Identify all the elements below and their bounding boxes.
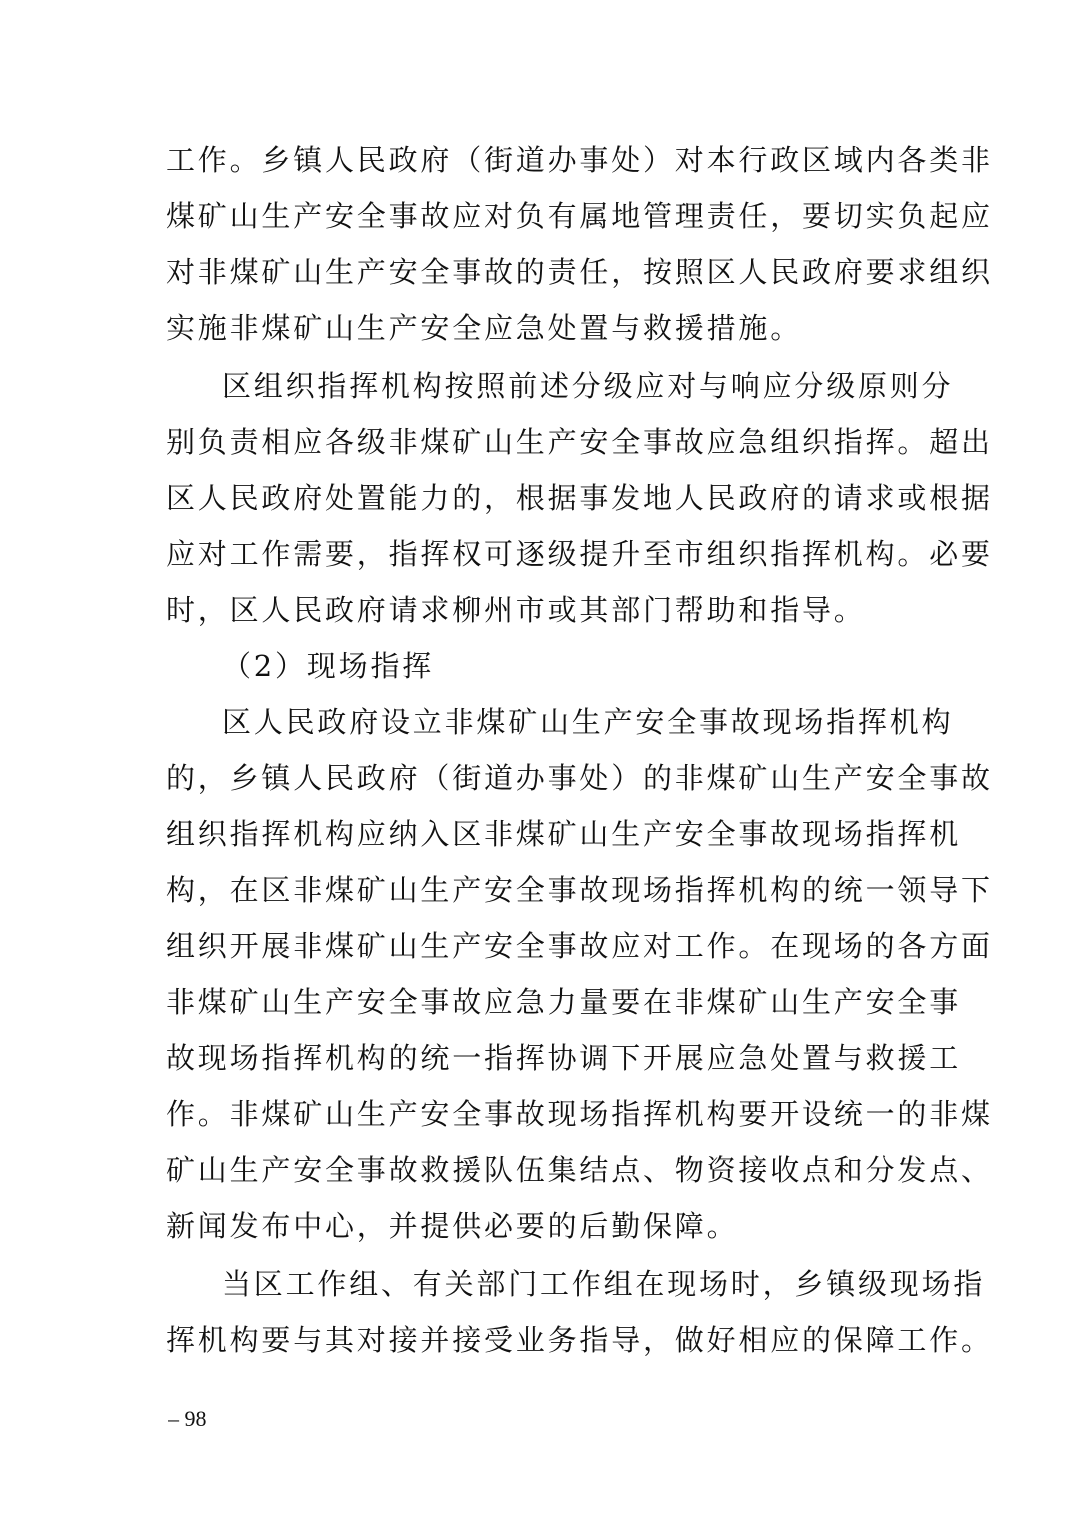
text-line: 挥机构要与其对接并接受业务指导，做好相应的保障工作。 [166,1323,993,1357]
text-line: 组织开展非煤矿山生产安全事故应对工作。在现场的各方面 [166,929,993,963]
text-line: 应对工作需要，指挥权可逐级提升至市组织指挥机构。必要 [166,537,993,571]
text-line: 实施非煤矿山生产安全应急处置与救援措施。 [166,311,803,345]
text-line: 组织指挥机构应纳入区非煤矿山生产安全事故现场指挥机 [166,817,962,851]
page-number: – 98 [168,1406,207,1431]
paragraph-first-line: 区组织指挥机构按照前述分级应对与响应分级原则分 [222,369,954,403]
text-line: 矿山生产安全事故救援队伍集结点、物资接收点和分发点、 [166,1153,993,1187]
text-line: 时，区人民政府请求柳州市或其部门帮助和指导。 [166,593,866,627]
text-line: 工作。乡镇人民政府（街道办事处）对本行政区域内各类非 [166,143,993,177]
text-line: 对非煤矿山生产安全事故的责任，按照区人民政府要求组织 [166,255,993,289]
section-heading: （2）现场指挥 [222,649,435,683]
text-line: 故现场指挥机构的统一指挥协调下开展应急处置与救援工 [166,1041,962,1075]
text-line: 构，在区非煤矿山生产安全事故现场指挥机构的统一领导下 [166,873,993,907]
text-line: 新闻发布中心，并提供必要的后勤保障。 [166,1209,739,1243]
paragraph-first-line: 当区工作组、有关部门工作组在现场时，乡镇级现场指 [222,1267,986,1301]
text-line: 别负责相应各级非煤矿山生产安全事故应急组织指挥。超出 [166,425,993,459]
text-line: 煤矿山生产安全事故应对负有属地管理责任，要切实负起应 [166,199,993,233]
text-line: 区人民政府处置能力的，根据事发地人民政府的请求或根据 [166,481,993,515]
text-line: 的，乡镇人民政府（街道办事处）的非煤矿山生产安全事故 [166,761,993,795]
paragraph-first-line: 区人民政府设立非煤矿山生产安全事故现场指挥机构 [222,705,954,739]
text-line: 作。非煤矿山生产安全事故现场指挥机构要开设统一的非煤 [166,1097,993,1131]
text-line: 非煤矿山生产安全事故应急力量要在非煤矿山生产安全事 [166,985,962,1019]
